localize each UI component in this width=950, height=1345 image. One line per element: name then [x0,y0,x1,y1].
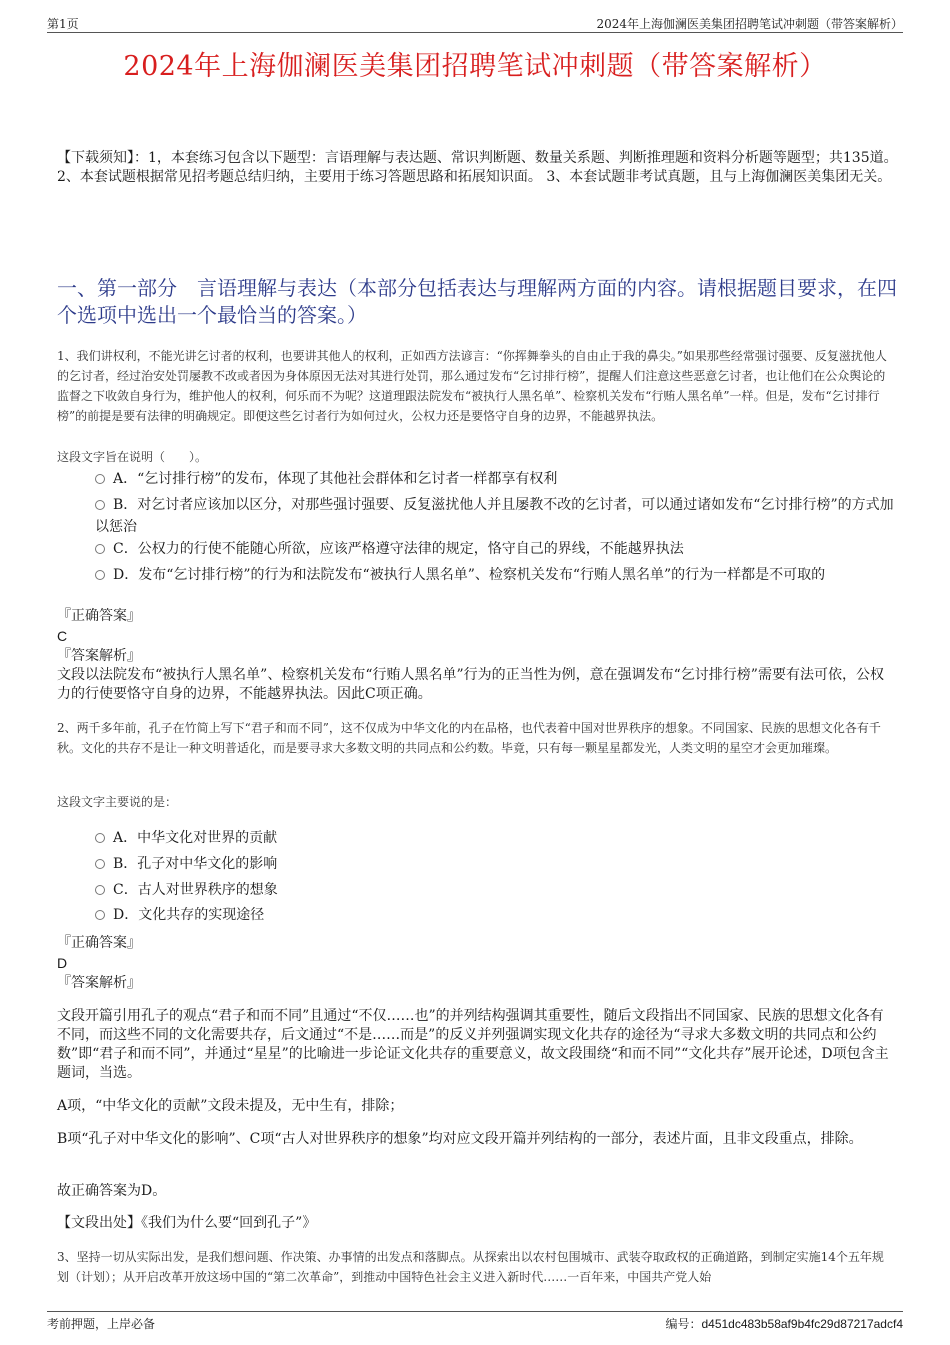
question-2-analysis-a: A项，“中华文化的贡献”文段未提及，无中生有，排除； [57,1098,404,1114]
radio-icon[interactable] [95,885,105,895]
question-1-answer-label: 『正确答案』 [57,608,141,624]
download-notice: 【下载须知】：1，本套练习包含以下题型：言语理解与表达题、常识判断题、数量关系题、判断推理题和资料分析题等题型；共135道。 2、本套试题根据常见招考题总结归纳，主要用于练习答题思路和拓展知识面。 3、本套试题非考试真题，且与上海伽澜医美集团无关。 [57,150,898,185]
question-2-prompt: 这段文字主要说的是： [57,795,178,809]
question-3-text: 3、坚持一切从实际出发，是我们想问题、作决策、办事情的出发点和落脚点。从探索出以农村包围城市、武装夺取政权的正确道路，到制定实施14个五年规划（计划）；从开启改革开放这场中国的“第二次革命”，到推动中国特色社会主义进入新时代……一百年来，中国共产党人始 [57,1250,884,1284]
question-2-text: 2、两千多年前，孔子在竹简上写下“君子和而不同”，这不仅成为中华文化的内在品格，也代表着中国对世界秩序的想象。不同国家、民族的思想文化各有千秋。文化的共存不是让一种文明普适化，而是要寻求大多数文明的共同点和公约数。毕竟，只有每一颗星星都发光，人类文明的星空才会更加璀璨。 [57,721,881,755]
radio-icon[interactable] [95,859,105,869]
footer-code-value: d451dc483b58af9b4fc29d87217adcf4 [701,1317,903,1331]
radio-icon[interactable] [95,570,105,580]
header-doc-title: 2024年上海伽澜医美集团招聘笔试冲刺题（带答案解析） [596,17,903,31]
radio-icon[interactable] [95,500,105,510]
footer-code-label: 编号： [665,1317,702,1331]
question-2-option-a[interactable]: A．中华文化对世界的贡献 [95,827,895,849]
radio-icon[interactable] [95,833,105,843]
question-2-option-d[interactable]: D．文化共存的实现途径 [95,904,895,926]
question-1-option-c[interactable]: C．公权力的行使不能随心所欲，应该严格遵守法律的规定，恪守自己的界线，不能越界执法 [95,538,895,560]
question-1-analysis-label: 『答案解析』 [57,648,141,664]
radio-icon[interactable] [95,544,105,554]
page-header [47,12,903,33]
question-1-analysis: 文段以法院发布“被执行人黑名单”、检察机关发布“行贿人黑名单”行为的正当性为例，意在强调发布“乞讨排行榜”需要有法可依，公权力的行使要恪守自身的边界，不能越界执法。因此C项正确。 [57,667,884,702]
question-1-prompt: 这段文字旨在说明（ ）。 [57,450,208,464]
question-2-option-b[interactable]: B．孔子对中华文化的影响 [95,853,895,875]
question-2-answer-label: 『正确答案』 [57,935,141,951]
section-title: 一、第一部分 言语理解与表达（本部分包括表达与理解两方面的内容。请根据题目要求，在四个选项中选出一个最恰当的答案。） [57,276,897,327]
footer-code [665,1315,903,1332]
page-number: 第1页 [47,17,79,31]
radio-icon[interactable] [95,474,105,484]
question-2-answer: D [57,955,68,971]
question-2-source: 【文段出处】《我们为什么要“回到孔子”》 [57,1215,317,1231]
footer-slogan: 考前押题，上岸必备 [47,1317,156,1331]
question-1-answer: C [57,628,68,644]
question-2-analysis-bc: B项“孔子对中华文化的影响”、C项“古人对世界秩序的想象”均对应文段开篇并列结构的一部分，表述片面，且非文段重点，排除。 [57,1131,863,1147]
radio-icon[interactable] [95,910,105,920]
footer-divider [47,1311,903,1312]
document-title: 2024年上海伽澜医美集团招聘笔试冲刺题（带答案解析） [123,51,827,82]
question-1-option-b[interactable]: B．对乞讨者应该加以区分，对那些强讨强要、反复滋扰他人并且屡教不改的乞讨者，可以通过诸如发布“乞讨排行榜”的方式加以惩治 [95,497,894,535]
question-2-option-c[interactable]: C．古人对世界秩序的想象 [95,879,895,901]
question-2-analysis-conclusion: 故正确答案为D。 [57,1183,167,1199]
question-1-text: 1、我们讲权利，不能光讲乞讨者的权利，也要讲其他人的权利，正如西方法谚言：“你挥舞拳头的自由止于我的鼻尖。”如果那些经常强讨强要、反复滋扰他人的乞讨者，经过治安处罚屡教不改或者因为身体原因无法对其进行处罚，那么通过发布“乞讨排行榜”，提醒人们注意这些恶意乞讨者，也让他们在公众舆论的监督之下收敛自身行为，维护他人的权利，何乐而不为呢？这道理跟法院发布“被执行人黑名单”、检察机关发布“行贿人黑名单”一样。但是，发布“乞讨排行榜”的前提是要有法律的明确规定。即便这些乞讨者行为如何过火，公权力还是要恪守自身的边界，不能越界执法。 [57,349,887,423]
question-1-option-d[interactable]: D．发布“乞讨排行榜”的行为和法院发布“被执行人黑名单”、检察机关发布“行贿人黑名单”的行为一样都是不可取的 [95,564,895,586]
question-1-option-a[interactable]: A．“乞讨排行榜”的发布，体现了其他社会群体和乞讨者一样都享有权利 [95,468,895,490]
question-2-analysis-main: 文段开篇引用孔子的观点“君子和而不同”且通过“不仅……也”的并列结构强调其重要性，随后文段指出不同国家、民族的思想文化各有不同，而这些不同的文化需要共存，后文通过“不是……而是”的反义并列强调实现文化共存的途径为“寻求大多数文明的共同点和公约数”即“君子和而不同”，并通过“星星”的比喻进一步论证文化共存的重要意义，故文段围绕“和而不同”“文化共存”展开论述，D项包含主题词，当选。 [57,1008,889,1081]
question-2-analysis-label: 『答案解析』 [57,975,141,991]
